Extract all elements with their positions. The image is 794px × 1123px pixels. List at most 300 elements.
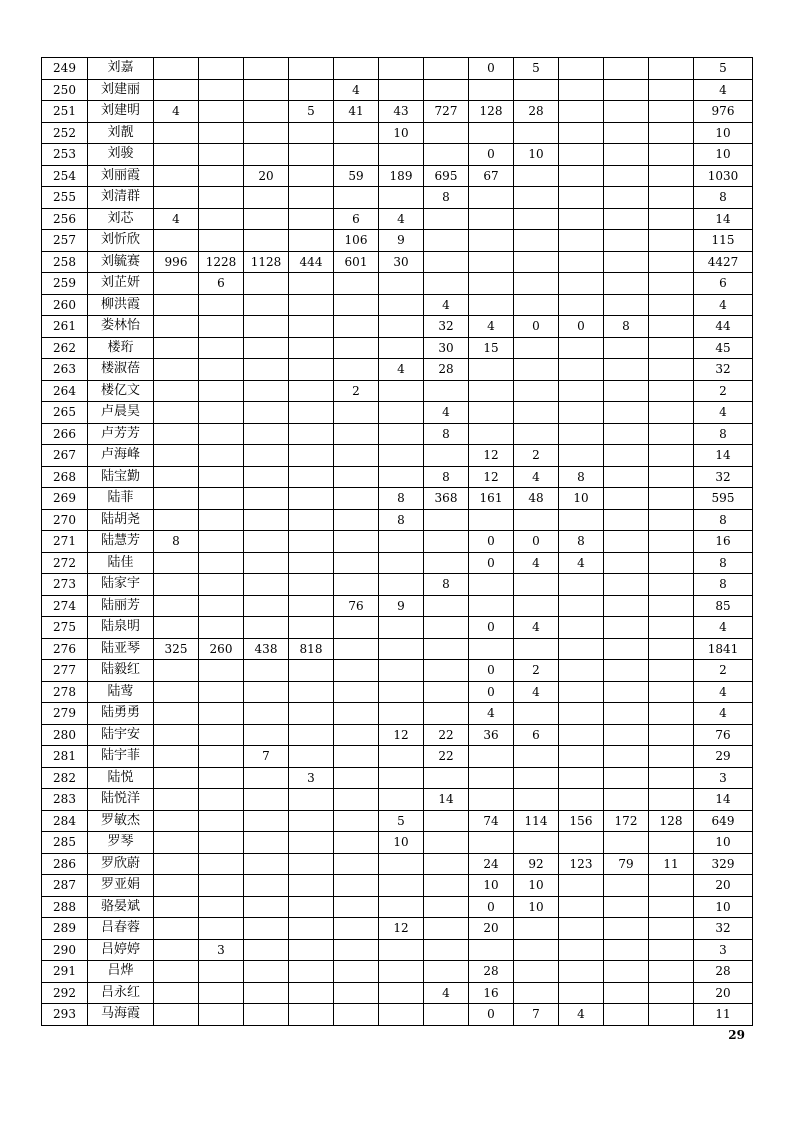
value-cell — [559, 918, 604, 940]
value-cell — [559, 617, 604, 639]
value-cell — [244, 531, 289, 553]
value-cell — [244, 294, 289, 316]
value-cell — [199, 337, 244, 359]
name-cell: 刘骏 — [88, 144, 154, 166]
value-cell — [334, 402, 379, 424]
name-cell: 刘忻欣 — [88, 230, 154, 252]
value-cell — [199, 466, 244, 488]
value-cell — [604, 660, 649, 682]
value-cell — [649, 509, 694, 531]
value-cell — [379, 187, 424, 209]
value-cell: 123 — [559, 853, 604, 875]
table-row — [42, 509, 753, 531]
value-cell: 32 — [424, 316, 469, 338]
value-cell — [604, 423, 649, 445]
table-row — [42, 875, 753, 897]
value-cell: 0 — [469, 660, 514, 682]
value-cell: 11 — [649, 853, 694, 875]
value-cell — [469, 789, 514, 811]
value-cell — [334, 832, 379, 854]
value-cell — [289, 294, 334, 316]
value-cell: 4 — [154, 101, 199, 123]
value-cell — [604, 574, 649, 596]
value-cell — [604, 939, 649, 961]
value-cell — [334, 703, 379, 725]
value-cell: 818 — [289, 638, 334, 660]
value-cell — [244, 681, 289, 703]
value-cell — [514, 122, 559, 144]
row-index-cell: 284 — [42, 810, 88, 832]
table-row — [42, 896, 753, 918]
value-cell — [379, 273, 424, 295]
value-cell — [559, 58, 604, 80]
value-cell — [289, 208, 334, 230]
value-cell: 7 — [244, 746, 289, 768]
value-cell — [469, 79, 514, 101]
value-cell — [199, 853, 244, 875]
total-cell: 4 — [694, 617, 753, 639]
name-cell: 马海霞 — [88, 1004, 154, 1026]
value-cell — [154, 552, 199, 574]
table-row — [42, 1004, 753, 1026]
value-cell — [424, 918, 469, 940]
page-number: 29 — [728, 1028, 745, 1042]
value-cell — [649, 337, 694, 359]
value-cell — [424, 810, 469, 832]
value-cell — [424, 58, 469, 80]
value-cell: 4 — [469, 703, 514, 725]
value-cell — [244, 187, 289, 209]
value-cell: 189 — [379, 165, 424, 187]
value-cell — [244, 1004, 289, 1026]
value-cell — [199, 101, 244, 123]
value-cell: 4 — [559, 1004, 604, 1026]
value-cell — [559, 509, 604, 531]
value-cell — [154, 660, 199, 682]
value-cell — [244, 810, 289, 832]
name-cell: 陆悦 — [88, 767, 154, 789]
total-cell: 3 — [694, 939, 753, 961]
value-cell — [289, 230, 334, 252]
value-cell — [469, 767, 514, 789]
value-cell — [289, 918, 334, 940]
value-cell — [559, 767, 604, 789]
value-cell — [244, 273, 289, 295]
value-cell — [289, 660, 334, 682]
row-index-cell: 256 — [42, 208, 88, 230]
row-index-cell: 258 — [42, 251, 88, 273]
value-cell — [649, 703, 694, 725]
value-cell — [244, 509, 289, 531]
name-cell: 楼珩 — [88, 337, 154, 359]
value-cell: 4 — [514, 466, 559, 488]
total-cell: 595 — [694, 488, 753, 510]
value-cell: 8 — [379, 488, 424, 510]
value-cell — [514, 294, 559, 316]
value-cell — [199, 230, 244, 252]
table-row — [42, 767, 753, 789]
value-cell: 4 — [424, 402, 469, 424]
value-cell — [154, 380, 199, 402]
value-cell — [379, 445, 424, 467]
value-cell — [244, 875, 289, 897]
value-cell — [424, 875, 469, 897]
value-cell — [289, 552, 334, 574]
table-row — [42, 230, 753, 252]
value-cell: 601 — [334, 251, 379, 273]
value-cell — [379, 423, 424, 445]
value-cell — [604, 1004, 649, 1026]
value-cell — [154, 703, 199, 725]
value-cell — [604, 681, 649, 703]
value-cell — [649, 380, 694, 402]
value-cell — [244, 380, 289, 402]
value-cell — [559, 595, 604, 617]
value-cell — [514, 380, 559, 402]
value-cell — [469, 638, 514, 660]
value-cell: 0 — [469, 1004, 514, 1026]
name-cell: 刘建丽 — [88, 79, 154, 101]
value-cell — [514, 509, 559, 531]
value-cell: 15 — [469, 337, 514, 359]
value-cell — [424, 595, 469, 617]
value-cell — [199, 122, 244, 144]
value-cell — [154, 144, 199, 166]
value-cell — [649, 552, 694, 574]
total-cell: 2 — [694, 380, 753, 402]
total-cell: 4 — [694, 294, 753, 316]
row-index-cell: 281 — [42, 746, 88, 768]
table-row — [42, 660, 753, 682]
value-cell — [559, 724, 604, 746]
value-cell — [649, 187, 694, 209]
value-cell — [244, 402, 289, 424]
name-cell: 刘毓赛 — [88, 251, 154, 273]
table-row — [42, 853, 753, 875]
row-index-cell: 270 — [42, 509, 88, 531]
value-cell — [649, 488, 694, 510]
value-cell — [379, 703, 424, 725]
value-cell — [334, 638, 379, 660]
table-row — [42, 423, 753, 445]
value-cell — [154, 165, 199, 187]
value-cell — [154, 918, 199, 940]
value-cell — [154, 767, 199, 789]
value-cell — [289, 380, 334, 402]
value-cell — [559, 165, 604, 187]
row-index-cell: 290 — [42, 939, 88, 961]
value-cell — [379, 961, 424, 983]
value-cell: 8 — [559, 466, 604, 488]
table-row — [42, 982, 753, 1004]
name-cell: 罗亚娟 — [88, 875, 154, 897]
value-cell — [244, 101, 289, 123]
table-row — [42, 466, 753, 488]
value-cell: 20 — [244, 165, 289, 187]
row-index-cell: 268 — [42, 466, 88, 488]
row-index-cell: 286 — [42, 853, 88, 875]
total-cell: 6 — [694, 273, 753, 295]
value-cell — [604, 961, 649, 983]
value-cell — [604, 58, 649, 80]
value-cell: 161 — [469, 488, 514, 510]
table-row — [42, 101, 753, 123]
table-row — [42, 58, 753, 80]
value-cell — [604, 638, 649, 660]
value-cell — [154, 832, 199, 854]
value-cell — [379, 58, 424, 80]
name-cell: 陆宝勤 — [88, 466, 154, 488]
value-cell — [244, 337, 289, 359]
value-cell — [649, 918, 694, 940]
value-cell — [289, 982, 334, 1004]
value-cell — [289, 939, 334, 961]
value-cell — [379, 466, 424, 488]
value-cell — [199, 402, 244, 424]
value-cell — [514, 982, 559, 1004]
value-cell — [289, 746, 334, 768]
row-index-cell: 264 — [42, 380, 88, 402]
value-cell: 2 — [514, 660, 559, 682]
value-cell — [604, 466, 649, 488]
table-row — [42, 789, 753, 811]
value-cell — [469, 832, 514, 854]
name-cell: 陆勇勇 — [88, 703, 154, 725]
value-cell — [334, 681, 379, 703]
row-index-cell: 252 — [42, 122, 88, 144]
value-cell — [244, 789, 289, 811]
value-cell: 8 — [379, 509, 424, 531]
table-row — [42, 165, 753, 187]
table-row — [42, 144, 753, 166]
row-index-cell: 279 — [42, 703, 88, 725]
value-cell — [514, 832, 559, 854]
value-cell — [604, 251, 649, 273]
value-cell — [334, 789, 379, 811]
value-cell: 8 — [154, 531, 199, 553]
table-row — [42, 273, 753, 295]
table-row — [42, 832, 753, 854]
value-cell — [334, 359, 379, 381]
name-cell: 卢晨昊 — [88, 402, 154, 424]
value-cell — [199, 982, 244, 1004]
value-cell — [379, 337, 424, 359]
value-cell — [604, 509, 649, 531]
value-cell: 4 — [514, 681, 559, 703]
value-cell — [604, 144, 649, 166]
value-cell — [424, 531, 469, 553]
total-cell: 14 — [694, 445, 753, 467]
value-cell — [649, 122, 694, 144]
value-cell — [244, 208, 289, 230]
value-cell — [559, 230, 604, 252]
name-cell: 陆莺 — [88, 681, 154, 703]
value-cell — [604, 595, 649, 617]
table-row — [42, 488, 753, 510]
name-cell: 柳洪霞 — [88, 294, 154, 316]
row-index-cell: 287 — [42, 875, 88, 897]
value-cell — [154, 58, 199, 80]
value-cell — [514, 187, 559, 209]
table-row — [42, 187, 753, 209]
total-cell: 8 — [694, 574, 753, 596]
value-cell: 76 — [334, 595, 379, 617]
value-cell — [199, 552, 244, 574]
value-cell — [199, 595, 244, 617]
table-body — [42, 58, 753, 1026]
table-row — [42, 359, 753, 381]
value-cell — [604, 380, 649, 402]
value-cell: 114 — [514, 810, 559, 832]
value-cell — [559, 746, 604, 768]
value-cell — [199, 918, 244, 940]
value-cell — [514, 359, 559, 381]
row-index-cell: 280 — [42, 724, 88, 746]
value-cell — [154, 509, 199, 531]
value-cell — [604, 724, 649, 746]
value-cell — [379, 767, 424, 789]
value-cell — [334, 1004, 379, 1026]
value-cell — [154, 574, 199, 596]
value-cell — [199, 187, 244, 209]
value-cell — [199, 531, 244, 553]
value-cell: 28 — [469, 961, 514, 983]
total-cell: 4 — [694, 402, 753, 424]
total-cell: 10 — [694, 896, 753, 918]
total-cell: 1841 — [694, 638, 753, 660]
value-cell — [649, 875, 694, 897]
row-index-cell: 291 — [42, 961, 88, 983]
total-cell: 2 — [694, 660, 753, 682]
value-cell — [604, 402, 649, 424]
total-cell: 10 — [694, 144, 753, 166]
value-cell — [424, 509, 469, 531]
value-cell — [199, 617, 244, 639]
value-cell: 12 — [379, 724, 424, 746]
value-cell — [604, 273, 649, 295]
value-cell — [559, 681, 604, 703]
total-cell: 8 — [694, 187, 753, 209]
value-cell — [199, 144, 244, 166]
row-index-cell: 249 — [42, 58, 88, 80]
value-cell — [514, 337, 559, 359]
value-cell: 24 — [469, 853, 514, 875]
value-cell — [649, 208, 694, 230]
value-cell — [334, 918, 379, 940]
value-cell: 0 — [469, 896, 514, 918]
value-cell — [604, 488, 649, 510]
value-cell — [154, 853, 199, 875]
value-cell — [289, 316, 334, 338]
value-cell: 0 — [469, 531, 514, 553]
value-cell — [604, 294, 649, 316]
value-cell — [154, 681, 199, 703]
value-cell — [514, 961, 559, 983]
name-cell: 骆晏斌 — [88, 896, 154, 918]
value-cell — [604, 165, 649, 187]
value-cell — [244, 896, 289, 918]
value-cell: 156 — [559, 810, 604, 832]
value-cell: 2 — [334, 380, 379, 402]
value-cell — [649, 531, 694, 553]
value-cell: 727 — [424, 101, 469, 123]
value-cell — [559, 660, 604, 682]
value-cell — [244, 423, 289, 445]
row-index-cell: 250 — [42, 79, 88, 101]
value-cell — [559, 789, 604, 811]
value-cell — [199, 767, 244, 789]
table-row — [42, 122, 753, 144]
value-cell: 106 — [334, 230, 379, 252]
value-cell: 10 — [379, 832, 424, 854]
value-cell — [424, 251, 469, 273]
value-cell — [649, 423, 694, 445]
value-cell: 3 — [199, 939, 244, 961]
value-cell — [469, 294, 514, 316]
value-cell — [424, 380, 469, 402]
value-cell — [559, 638, 604, 660]
name-cell: 陆菲 — [88, 488, 154, 510]
total-cell: 14 — [694, 789, 753, 811]
value-cell — [514, 595, 559, 617]
value-cell — [154, 789, 199, 811]
row-index-cell: 253 — [42, 144, 88, 166]
row-index-cell: 282 — [42, 767, 88, 789]
total-cell: 32 — [694, 359, 753, 381]
value-cell: 30 — [379, 251, 424, 273]
value-cell — [424, 961, 469, 983]
value-cell — [154, 122, 199, 144]
value-cell — [334, 853, 379, 875]
name-cell: 卢海峰 — [88, 445, 154, 467]
value-cell — [154, 617, 199, 639]
value-cell — [424, 122, 469, 144]
total-cell: 10 — [694, 122, 753, 144]
value-cell — [649, 79, 694, 101]
name-cell: 刘靓 — [88, 122, 154, 144]
value-cell: 22 — [424, 724, 469, 746]
value-cell: 4 — [424, 294, 469, 316]
row-index-cell: 292 — [42, 982, 88, 1004]
value-cell — [289, 961, 334, 983]
value-cell — [154, 595, 199, 617]
name-cell: 陆佳 — [88, 552, 154, 574]
value-cell — [649, 574, 694, 596]
row-index-cell: 277 — [42, 660, 88, 682]
total-cell: 85 — [694, 595, 753, 617]
value-cell — [604, 552, 649, 574]
value-cell — [199, 445, 244, 467]
value-cell — [334, 294, 379, 316]
value-cell — [604, 187, 649, 209]
row-index-cell: 283 — [42, 789, 88, 811]
total-cell: 32 — [694, 918, 753, 940]
value-cell — [559, 445, 604, 467]
value-cell — [604, 789, 649, 811]
value-cell: 30 — [424, 337, 469, 359]
value-cell — [559, 703, 604, 725]
row-index-cell: 255 — [42, 187, 88, 209]
value-cell — [379, 681, 424, 703]
value-cell: 4 — [379, 359, 424, 381]
name-cell: 罗敏杰 — [88, 810, 154, 832]
value-cell — [199, 316, 244, 338]
value-cell — [289, 531, 334, 553]
value-cell: 10 — [514, 896, 559, 918]
value-cell — [649, 767, 694, 789]
value-cell — [469, 402, 514, 424]
value-cell — [424, 767, 469, 789]
